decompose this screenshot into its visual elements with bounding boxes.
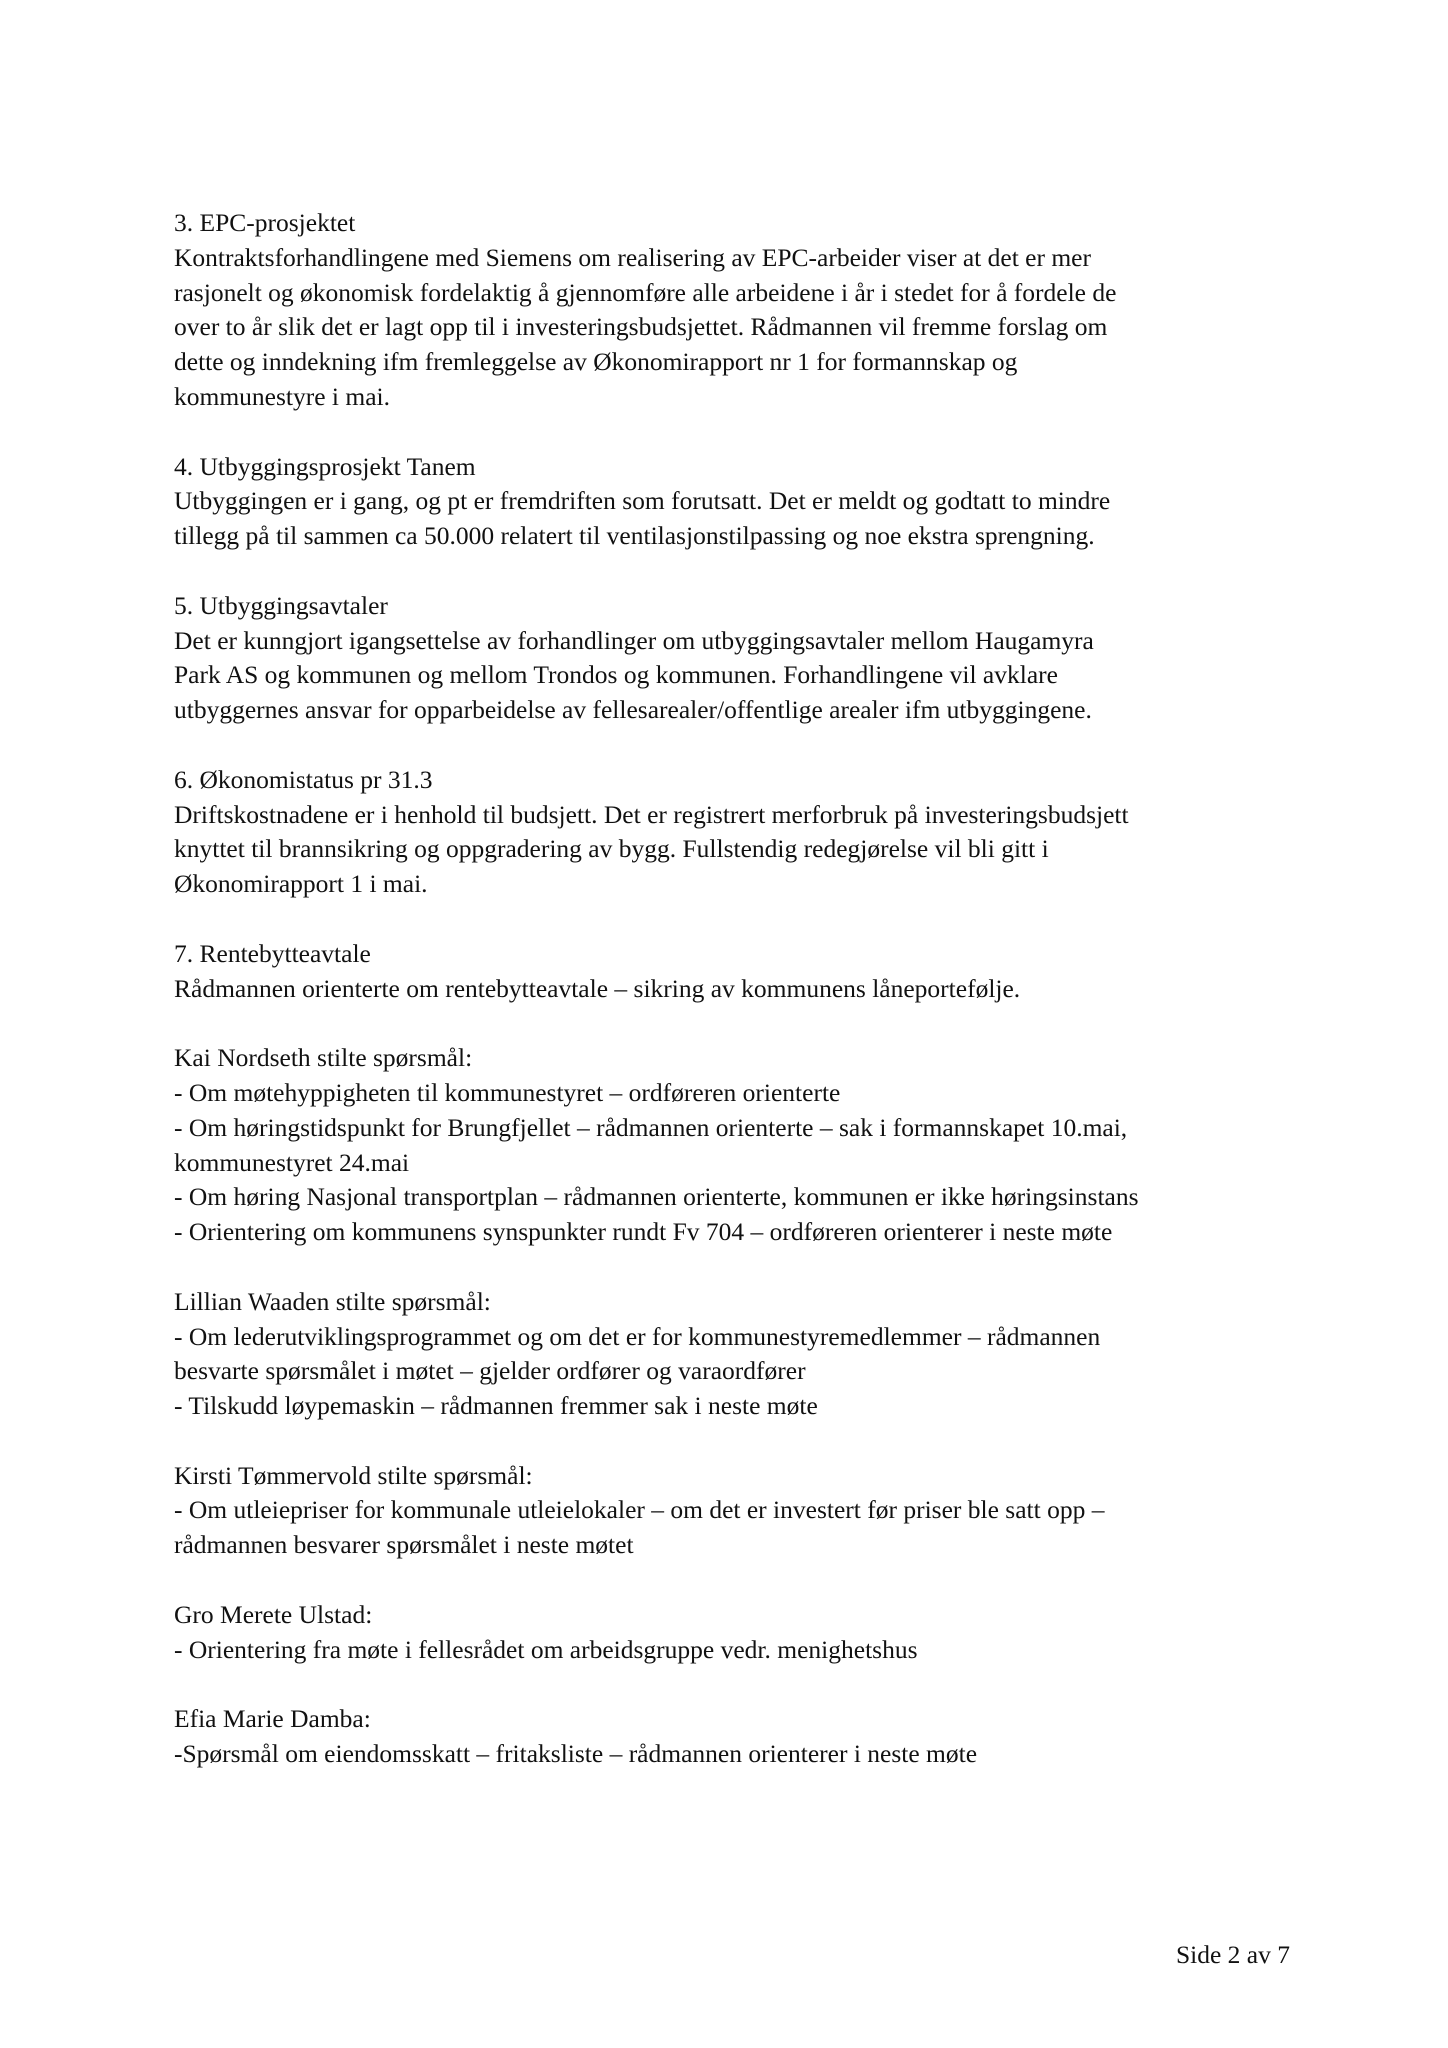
- section-rentebytteavtale: [174, 937, 1314, 1007]
- paragraph-line: tillegg på til sammen ca 50.000 relatert til ventilasjonstilpassing og noe ekstra sprengning.: [174, 521, 1095, 551]
- list-item: - Om lederutviklingsprogrammet og om det er for kommunestyremedlemmer – rådmannen: [174, 1321, 1101, 1351]
- paragraph-line: kommunestyre i mai.: [174, 381, 391, 411]
- list-item: - Om utleiepriser for kommunale utleielokaler – om det er investert før priser ble satt opp –: [174, 1495, 1105, 1525]
- list-item: rådmannen besvarer spørsmålet i neste møtet: [174, 1530, 634, 1560]
- section-heading: 7. Rentebytteavtale: [174, 938, 371, 968]
- paragraph-line: utbyggernes ansvar for opparbeidelse av fellesarealer/offentlige arealer ifm utbyggingene.: [174, 695, 1092, 725]
- section-okonomistatus: [174, 763, 1314, 902]
- section-heading: Efia Marie Damba:: [174, 1704, 371, 1734]
- list-item: - Tilskudd løypemaskin – rådmannen fremmer sak i neste møte: [174, 1391, 818, 1421]
- list-item: -Spørsmål om eiendomsskatt – fritaksliste – rådmannen orienterer i neste møte: [174, 1739, 978, 1769]
- questions-gro-merete-ulstad: [174, 1598, 1314, 1668]
- paragraph-line: Park AS og kommunen og mellom Trondos og kommunen. Forhandlingene vil avklare: [174, 660, 1058, 690]
- paragraph-line: rasjonelt og økonomisk fordelaktig å gjennomføre alle arbeidene i år i stedet for å fordele de: [174, 277, 1117, 307]
- questions-kirsti-tommervold: [174, 1459, 1314, 1563]
- paragraph-line: Kontraktsforhandlingene med Siemens om realisering av EPC-arbeider viser at det er mer: [174, 242, 1091, 272]
- paragraph-line: over to år slik det er lagt opp til i investeringsbudsjettet. Rådmannen vil fremme forslag om: [174, 312, 1108, 342]
- document-body: [174, 206, 1314, 1807]
- section-epc-prosjektet: [174, 206, 1314, 415]
- questions-efia-marie-damba: [174, 1702, 1314, 1772]
- section-utbyggingsprosjekt-tanem: [174, 450, 1314, 554]
- section-heading: Kirsti Tømmervold stilte spørsmål:: [174, 1460, 533, 1490]
- section-heading: Gro Merete Ulstad:: [174, 1599, 373, 1629]
- section-heading: 3. EPC-prosjektet: [174, 208, 356, 237]
- section-heading: 6. Økonomistatus pr 31.3: [174, 764, 433, 794]
- page-number: Side 2 av 7: [1175, 1940, 1290, 1969]
- list-item: - Orientering om kommunens synspunkter rundt Fv 704 – ordføreren orienterer i neste møte: [174, 1217, 1113, 1247]
- section-heading: 5. Utbyggingsavtaler: [174, 590, 388, 620]
- list-item: besvarte spørsmålet i møtet – gjelder ordfører og varaordfører: [174, 1356, 806, 1386]
- section-utbyggingsavtaler: [174, 589, 1314, 728]
- list-item: - Orientering fra møte i fellesrådet om arbeidsgruppe vedr. menighetshus: [174, 1634, 918, 1664]
- paragraph-line: Driftskostnadene er i henhold til budsjett. Det er registrert merforbruk på investeringsbudsjett: [174, 799, 1129, 829]
- paragraph-line: Det er kunngjort igangsettelse av forhandlinger om utbyggingsavtaler mellom Haugamyra: [174, 625, 1094, 655]
- list-item: kommunestyret 24.mai: [174, 1147, 410, 1177]
- paragraph-line: knyttet til brannsikring og oppgradering av bygg. Fullstendig redegjørelse vil bli gitt i: [174, 834, 1049, 864]
- section-heading: Kai Nordseth stilte spørsmål:: [174, 1043, 473, 1073]
- paragraph-line: Rådmannen orienterte om rentebytteavtale – sikring av kommunens låneportefølje.: [174, 973, 1021, 1003]
- paragraph-line: Økonomirapport 1 i mai.: [174, 869, 428, 899]
- section-heading: 4. Utbyggingsprosjekt Tanem: [174, 451, 476, 481]
- paragraph-line: Utbyggingen er i gang, og pt er fremdriften som forutsatt. Det er meldt og godtatt to mindre: [174, 486, 1111, 516]
- questions-kai-nordseth: [174, 1041, 1314, 1250]
- list-item: - Om møtehyppigheten til kommunestyret – ordføreren orienterte: [174, 1077, 841, 1107]
- questions-lillian-waaden: [174, 1285, 1314, 1424]
- list-item: - Om høring Nasjonal transportplan – rådmannen orienterte, kommunen er ikke høringsinstans: [174, 1182, 1139, 1212]
- paragraph-line: dette og inndekning ifm fremleggelse av Økonomirapport nr 1 for formannskap og: [174, 347, 1018, 377]
- list-item: - Om høringstidspunkt for Brungfjellet – rådmannen orienterte – sak i formannskapet 10.mai,: [174, 1112, 1128, 1142]
- section-heading: Lillian Waaden stilte spørsmål:: [174, 1286, 491, 1316]
